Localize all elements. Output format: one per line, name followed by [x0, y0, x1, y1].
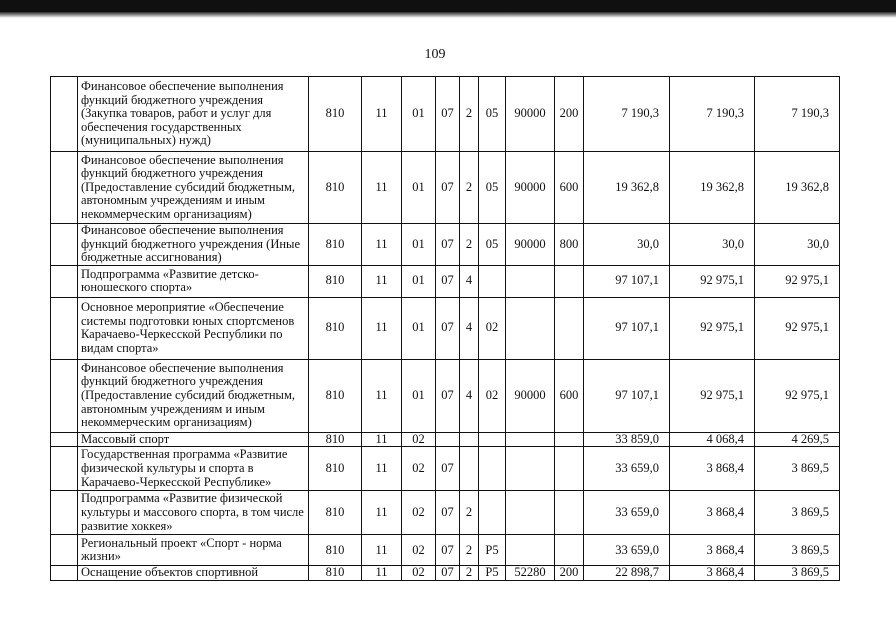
- cell-v3: 3 869,5: [755, 535, 840, 566]
- row-name: Массовый спорт: [78, 432, 309, 447]
- cell-v2: 92 975,1: [670, 265, 755, 297]
- cell-c8: 200: [555, 566, 584, 581]
- row-name: Финансовое обеспечение выполнения функций бюджетного учреждения (Предоставление субсидий бюджетным, автономным учреждениям и иным некоммерческим организациям): [78, 152, 309, 224]
- cell-c4: 07: [436, 535, 460, 566]
- cell-c2: 11: [362, 447, 402, 491]
- cell-v1: 97 107,1: [584, 265, 670, 297]
- cell-c6: 05: [479, 152, 506, 224]
- cell-c6: P5: [479, 566, 506, 581]
- cell-c2: 11: [362, 535, 402, 566]
- cell-c7: 90000: [506, 224, 555, 266]
- table-row: [51, 297, 840, 359]
- cell-c4: 07: [436, 152, 460, 224]
- cell-c6: 05: [479, 224, 506, 266]
- cell-c6: [479, 432, 506, 447]
- cell-c8: 800: [555, 224, 584, 266]
- cell-c4: 07: [436, 265, 460, 297]
- cell-c8: 600: [555, 152, 584, 224]
- cell-c8: 200: [555, 77, 584, 152]
- table-row: [51, 224, 840, 266]
- cell-c6: [479, 265, 506, 297]
- cell-c1: 810: [309, 152, 362, 224]
- cell-c8: [555, 447, 584, 491]
- cell-c5: 2: [460, 566, 479, 581]
- scan-top-border: [0, 0, 896, 16]
- row-margin-cell: [51, 447, 78, 491]
- cell-c8: [555, 265, 584, 297]
- cell-c7: 90000: [506, 152, 555, 224]
- row-margin-cell: [51, 152, 78, 224]
- row-margin-cell: [51, 566, 78, 581]
- table-row: [51, 359, 840, 432]
- cell-c5: 4: [460, 265, 479, 297]
- cell-c7: 52280: [506, 566, 555, 581]
- table-row: [51, 152, 840, 224]
- cell-c6: 02: [479, 297, 506, 359]
- row-name: Государственная программа «Развитие физической культуры и спорта в Карачаево-Черкесской Республике»: [78, 447, 309, 491]
- table-row: [51, 432, 840, 447]
- row-name: Подпрограмма «Развитие физической культуры и массового спорта, в том числе развитие хоккея»: [78, 491, 309, 535]
- row-name: Финансовое обеспечение выполнения функций бюджетного учреждения (Иные бюджетные ассигнования): [78, 224, 309, 266]
- cell-v2: 92 975,1: [670, 297, 755, 359]
- cell-c4: 07: [436, 447, 460, 491]
- cell-c2: 11: [362, 224, 402, 266]
- budget-table: [50, 76, 840, 581]
- cell-v2: 3 868,4: [670, 447, 755, 491]
- cell-c6: 02: [479, 359, 506, 432]
- cell-c1: 810: [309, 77, 362, 152]
- cell-c4: 07: [436, 77, 460, 152]
- cell-c8: [555, 491, 584, 535]
- cell-c3: 02: [402, 447, 436, 491]
- row-margin-cell: [51, 359, 78, 432]
- cell-c5: [460, 447, 479, 491]
- table-row: [51, 566, 840, 581]
- cell-v1: 33 659,0: [584, 447, 670, 491]
- cell-c2: 11: [362, 566, 402, 581]
- cell-c1: 810: [309, 447, 362, 491]
- cell-c7: 90000: [506, 77, 555, 152]
- cell-c7: [506, 432, 555, 447]
- cell-v2: 3 868,4: [670, 566, 755, 581]
- cell-v3: 92 975,1: [755, 359, 840, 432]
- row-margin-cell: [51, 265, 78, 297]
- cell-c3: 02: [402, 432, 436, 447]
- cell-c2: 11: [362, 77, 402, 152]
- row-margin-cell: [51, 491, 78, 535]
- cell-c8: 600: [555, 359, 584, 432]
- table-row: [51, 265, 840, 297]
- cell-c1: 810: [309, 432, 362, 447]
- cell-v1: 30,0: [584, 224, 670, 266]
- cell-c1: 810: [309, 265, 362, 297]
- cell-c4: 07: [436, 566, 460, 581]
- cell-v1: 33 659,0: [584, 491, 670, 535]
- cell-c7: 90000: [506, 359, 555, 432]
- cell-c5: 2: [460, 491, 479, 535]
- cell-c5: 4: [460, 297, 479, 359]
- cell-c6: P5: [479, 535, 506, 566]
- cell-c7: [506, 491, 555, 535]
- table-row: [51, 447, 840, 491]
- cell-c8: [555, 297, 584, 359]
- cell-v2: 19 362,8: [670, 152, 755, 224]
- cell-c1: 810: [309, 566, 362, 581]
- cell-v1: 97 107,1: [584, 297, 670, 359]
- cell-v2: 30,0: [670, 224, 755, 266]
- cell-c3: 02: [402, 535, 436, 566]
- cell-c5: 2: [460, 224, 479, 266]
- row-name: Основное мероприятие «Обеспечение системы подготовки юных спортсменов Карачаево-Черкесской Республики по видам спорта»: [78, 297, 309, 359]
- cell-c6: 05: [479, 77, 506, 152]
- cell-c3: 01: [402, 77, 436, 152]
- table-row: [51, 491, 840, 535]
- cell-c7: [506, 447, 555, 491]
- cell-c5: 2: [460, 77, 479, 152]
- cell-v1: 33 859,0: [584, 432, 670, 447]
- cell-c1: 810: [309, 224, 362, 266]
- cell-c5: 2: [460, 535, 479, 566]
- table-row: [51, 535, 840, 566]
- cell-c2: 11: [362, 265, 402, 297]
- cell-v2: 4 068,4: [670, 432, 755, 447]
- cell-v2: 3 868,4: [670, 491, 755, 535]
- cell-v3: 4 269,5: [755, 432, 840, 447]
- cell-c1: 810: [309, 297, 362, 359]
- cell-v1: 22 898,7: [584, 566, 670, 581]
- cell-c1: 810: [309, 491, 362, 535]
- cell-c4: 07: [436, 224, 460, 266]
- cell-c3: 01: [402, 152, 436, 224]
- cell-v3: 19 362,8: [755, 152, 840, 224]
- cell-c5: 2: [460, 152, 479, 224]
- cell-c6: [479, 491, 506, 535]
- row-name: Финансовое обеспечение выполнения функций бюджетного учреждения (Закупка товаров, работ и услуг для обеспечения государственных (муниципальных) нужд): [78, 77, 309, 152]
- cell-c2: 11: [362, 359, 402, 432]
- cell-c3: 01: [402, 265, 436, 297]
- cell-v3: 92 975,1: [755, 265, 840, 297]
- row-name: Региональный проект «Спорт - норма жизни»: [78, 535, 309, 566]
- cell-v2: 92 975,1: [670, 359, 755, 432]
- cell-v3: 7 190,3: [755, 77, 840, 152]
- cell-c7: [506, 265, 555, 297]
- cell-c7: [506, 535, 555, 566]
- row-margin-cell: [51, 432, 78, 447]
- cell-c4: 07: [436, 491, 460, 535]
- cell-v1: 19 362,8: [584, 152, 670, 224]
- cell-c8: [555, 535, 584, 566]
- cell-v3: 3 869,5: [755, 491, 840, 535]
- cell-c3: 01: [402, 224, 436, 266]
- cell-v3: 3 869,5: [755, 447, 840, 491]
- cell-v3: 30,0: [755, 224, 840, 266]
- cell-c4: 07: [436, 297, 460, 359]
- cell-c1: 810: [309, 359, 362, 432]
- cell-v1: 33 659,0: [584, 535, 670, 566]
- cell-c6: [479, 447, 506, 491]
- row-name: Оснащение объектов спортивной: [78, 566, 309, 581]
- cell-v2: 3 868,4: [670, 535, 755, 566]
- row-margin-cell: [51, 297, 78, 359]
- table-row: [51, 77, 840, 152]
- cell-c3: 01: [402, 359, 436, 432]
- cell-v3: 3 869,5: [755, 566, 840, 581]
- cell-c8: [555, 432, 584, 447]
- row-margin-cell: [51, 535, 78, 566]
- cell-c5: 4: [460, 359, 479, 432]
- cell-c2: 11: [362, 152, 402, 224]
- page-number: 109: [424, 47, 446, 62]
- cell-c3: 02: [402, 566, 436, 581]
- cell-c2: 11: [362, 491, 402, 535]
- cell-c3: 01: [402, 297, 436, 359]
- cell-c2: 11: [362, 432, 402, 447]
- cell-c7: [506, 297, 555, 359]
- cell-c2: 11: [362, 297, 402, 359]
- row-margin-cell: [51, 224, 78, 266]
- cell-c5: [460, 432, 479, 447]
- cell-c4: [436, 432, 460, 447]
- cell-c3: 02: [402, 491, 436, 535]
- cell-v1: 97 107,1: [584, 359, 670, 432]
- cell-v3: 92 975,1: [755, 297, 840, 359]
- cell-c4: 07: [436, 359, 460, 432]
- cell-v2: 7 190,3: [670, 77, 755, 152]
- row-name: Финансовое обеспечение выполнения функций бюджетного учреждения (Предоставление субсидий бюджетным, автономным учреждениям и иным некоммерческим организациям): [78, 359, 309, 432]
- row-name: Подпрограмма «Развитие детско-юношеского спорта»: [78, 265, 309, 297]
- cell-c1: 810: [309, 535, 362, 566]
- cell-v1: 7 190,3: [584, 77, 670, 152]
- row-margin-cell: [51, 77, 78, 152]
